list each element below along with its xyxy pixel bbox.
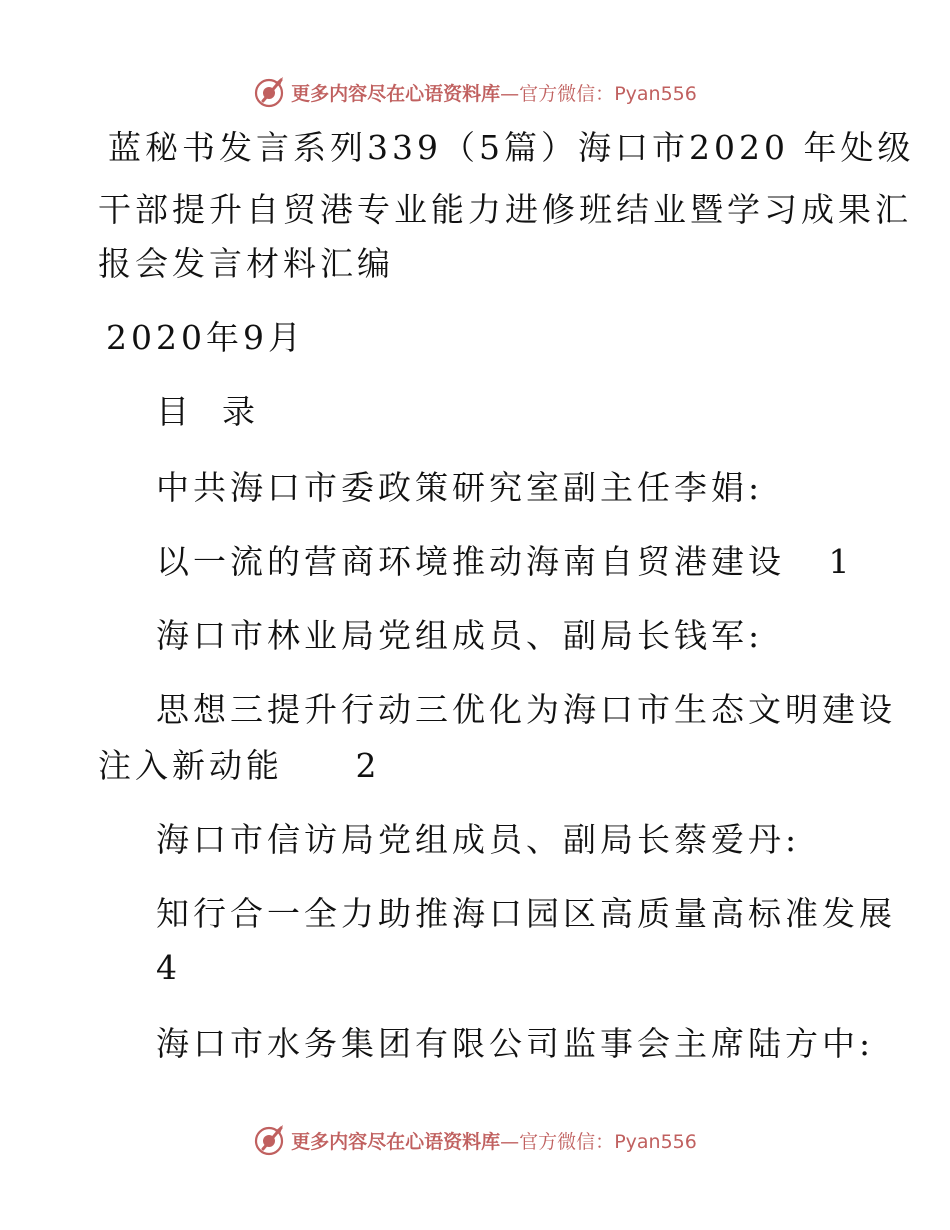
toc-line-4: 思想三提升行动三优化为海口市生态文明建设	[156, 690, 896, 729]
toc-line-1: 中共海口市委政策研究室副主任李娟:	[156, 468, 764, 507]
watermark-brand: 更多内容尽在心语资料库	[291, 1130, 501, 1153]
watermark-text	[291, 79, 697, 106]
title-line-3: 报会发言材料汇编	[98, 244, 394, 283]
watermark-footer	[0, 1120, 950, 1160]
toc-heading: 目 录	[156, 392, 259, 431]
toc-line-2: 以一流的营商环境推动海南自贸港建设 1	[156, 542, 854, 581]
watermark-wechat-id: Pyan556	[614, 1130, 697, 1153]
watermark-wechat-label: 官方微信：	[519, 1130, 615, 1153]
watermark-brand: 更多内容尽在心语资料库	[291, 82, 501, 105]
document-date: 2020年9月	[106, 318, 305, 357]
title-line-1: 蓝秘书发言系列339（5篇）海口市2020 年处级	[108, 128, 915, 167]
watermark-text	[291, 1127, 697, 1154]
watermark-wechat-id: Pyan556	[614, 82, 697, 105]
watermark-dash: —	[500, 1130, 520, 1153]
toc-line-3: 海口市林业局党组成员、副局长钱军:	[156, 616, 764, 655]
quill-seal-icon	[253, 75, 287, 109]
toc-line-5: 注入新动能 2	[98, 746, 381, 785]
toc-line-6: 海口市信访局党组成员、副局长蔡爱丹:	[156, 820, 801, 859]
toc-line-9: 海口市水务集团有限公司监事会主席陆方中:	[156, 1024, 875, 1063]
toc-line-7: 知行合一全力助推海口园区高质量高标准发展	[156, 894, 896, 933]
watermark-header	[0, 72, 950, 112]
toc-line-8: 4	[156, 948, 181, 987]
watermark-wechat-label: 官方微信：	[519, 82, 615, 105]
title-line-2: 干部提升自贸港专业能力进修班结业暨学习成果汇	[98, 190, 912, 229]
watermark-dash: —	[500, 82, 520, 105]
quill-seal-icon	[253, 1123, 287, 1157]
